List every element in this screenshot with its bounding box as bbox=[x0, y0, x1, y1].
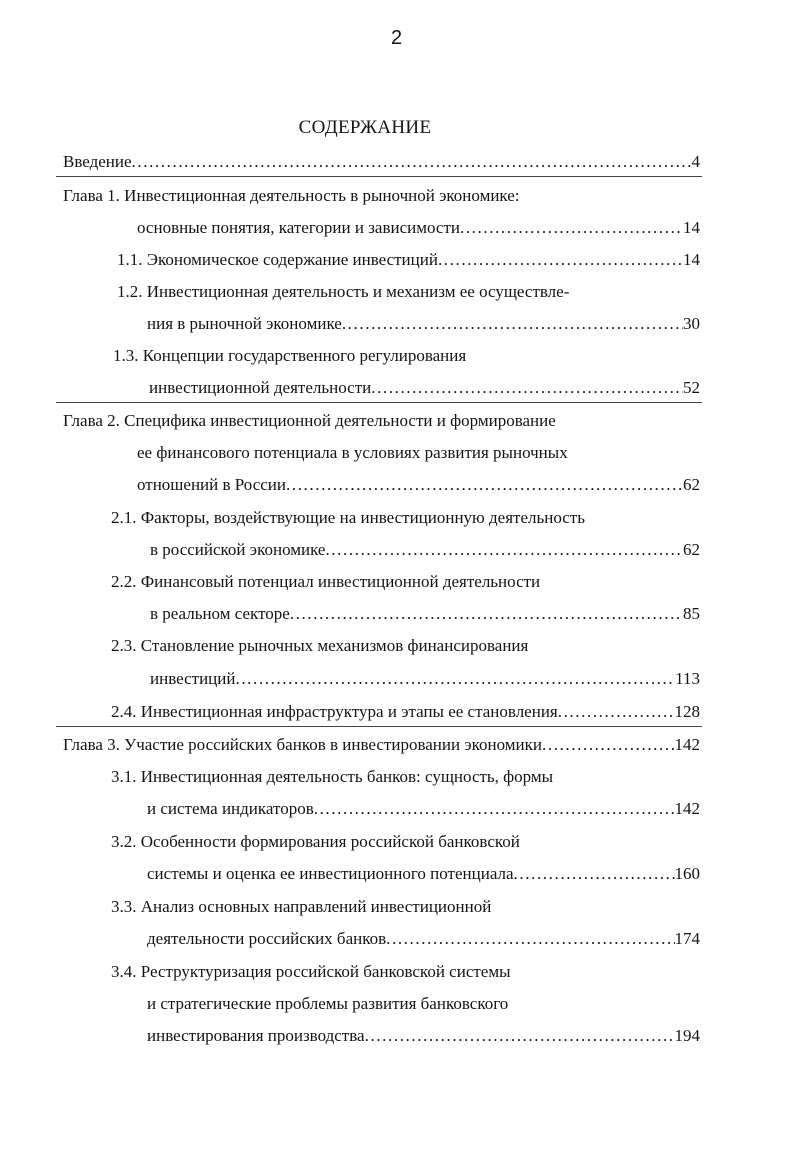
toc-page-number: 128 bbox=[674, 702, 700, 721]
toc-entry-2-3 bbox=[150, 667, 700, 691]
toc-chapter-1-line1: Глава 1. Инвестиционная деятельность в рыночной экономике: bbox=[63, 186, 520, 205]
toc-entry-2-4 bbox=[111, 700, 700, 724]
toc-page-number: 160 bbox=[674, 864, 700, 883]
toc-page-number: 113 bbox=[675, 669, 700, 688]
toc-entry-text: в российской экономике bbox=[150, 540, 326, 559]
toc-entry-2-1 bbox=[150, 538, 700, 562]
toc-entry-1-2 bbox=[147, 312, 700, 336]
toc-entry-text: отношений в России bbox=[137, 475, 286, 494]
toc-page-number: 30 bbox=[683, 314, 700, 333]
toc-entry-chapter-1 bbox=[137, 216, 700, 240]
leader-dots bbox=[460, 216, 683, 240]
toc-entry-text: 1.1. Экономическое содержание инвестиций bbox=[117, 250, 438, 269]
toc-entry-text: Введение bbox=[63, 152, 132, 171]
divider bbox=[56, 726, 702, 727]
toc-page-number: 142 bbox=[674, 799, 700, 818]
toc-entry-2-2 bbox=[150, 602, 700, 626]
leader-dots bbox=[290, 602, 683, 626]
toc-page-number: 174 bbox=[674, 929, 700, 948]
toc-page-number: 4 bbox=[691, 152, 700, 171]
leader-dots bbox=[514, 862, 675, 886]
toc-3-1-line1: 3.1. Инвестиционная деятельность банков: сущность, формы bbox=[111, 767, 554, 786]
toc-entry-chapter-2 bbox=[137, 473, 700, 497]
toc-page-number: 52 bbox=[683, 378, 700, 397]
divider bbox=[56, 402, 702, 403]
toc-2-3-line1: 2.3. Становление рыночных механизмов финансирования bbox=[111, 636, 529, 655]
leader-dots bbox=[438, 248, 683, 272]
toc-entry-3-4 bbox=[147, 1024, 700, 1048]
page-number: 2 bbox=[390, 27, 403, 49]
toc-entry-text: деятельности российских банков bbox=[147, 929, 387, 948]
toc-page-number: 142 bbox=[674, 735, 700, 754]
toc-3-2-line1: 3.2. Особенности формирования российской банковской bbox=[111, 832, 520, 851]
leader-dots bbox=[286, 473, 683, 497]
toc-entry-3-3 bbox=[147, 927, 700, 951]
toc-entry-text: инвестиций bbox=[150, 669, 236, 688]
toc-entry-text: в реальном секторе bbox=[150, 604, 290, 623]
leader-dots bbox=[371, 376, 683, 400]
toc-entry-chapter-3 bbox=[63, 733, 700, 757]
toc-entry-text: ния в рыночной экономике bbox=[147, 314, 342, 333]
toc-page-number: 85 bbox=[683, 604, 700, 623]
leader-dots bbox=[365, 1024, 675, 1048]
toc-page-number: 14 bbox=[683, 250, 700, 269]
toc-entry-text: основные понятия, категории и зависимости bbox=[137, 218, 460, 237]
toc-entry-text: инвестирования производства bbox=[147, 1026, 365, 1045]
toc-entry-text: 2.4. Инвестиционная инфраструктура и этапы ее становления bbox=[111, 702, 558, 721]
toc-page-number: 14 bbox=[683, 218, 700, 237]
toc-entry-text: инвестиционной деятельности bbox=[149, 378, 372, 397]
toc-entry-intro bbox=[63, 150, 700, 174]
toc-entry-3-2 bbox=[147, 862, 700, 886]
leader-dots bbox=[386, 927, 674, 951]
toc-2-1-line1: 2.1. Факторы, воздействующие на инвестиционную деятельность bbox=[111, 508, 585, 527]
leader-dots bbox=[325, 538, 683, 562]
toc-entry-text: Глава 3. Участие российских банков в инвестировании экономики bbox=[63, 735, 543, 754]
toc-entry-1-1 bbox=[117, 248, 700, 272]
toc-title: СОДЕРЖАНИЕ bbox=[298, 117, 432, 138]
leader-dots bbox=[314, 797, 675, 821]
toc-chapter-2-line1: Глава 2. Специфика инвестиционной деятельности и формирование bbox=[63, 411, 556, 430]
toc-entry-1-3 bbox=[149, 376, 700, 400]
leader-dots bbox=[235, 667, 675, 691]
toc-2-2-line1: 2.2. Финансовый потенциал инвестиционной деятельности bbox=[111, 572, 541, 591]
toc-1-2-line1: 1.2. Инвестиционная деятельность и механизм ее осуществле- bbox=[117, 282, 570, 301]
toc-page-number: 194 bbox=[674, 1026, 700, 1045]
toc-entry-text: системы и оценка ее инвестиционного потенциала bbox=[147, 864, 514, 883]
leader-dots bbox=[342, 312, 683, 336]
toc-entry-text: и система индикаторов bbox=[147, 799, 314, 818]
toc-3-3-line1: 3.3. Анализ основных направлений инвестиционной bbox=[111, 897, 492, 916]
toc-3-4-line2: и стратегические проблемы развития банковского bbox=[147, 994, 509, 1013]
toc-page-number: 62 bbox=[683, 540, 700, 559]
toc-page-number: 62 bbox=[683, 475, 700, 494]
toc-entry-3-1 bbox=[147, 797, 700, 821]
toc-3-4-line1: 3.4. Реструктуризация российской банковской системы bbox=[111, 962, 511, 981]
toc-chapter-2-line2: ее финансового потенциала в условиях развития рыночных bbox=[137, 443, 568, 462]
leader-dots bbox=[132, 150, 692, 174]
leader-dots bbox=[542, 733, 674, 757]
divider bbox=[56, 176, 702, 177]
toc-1-3-line1: 1.3. Концепции государственного регулирования bbox=[113, 346, 467, 365]
leader-dots bbox=[558, 700, 675, 724]
